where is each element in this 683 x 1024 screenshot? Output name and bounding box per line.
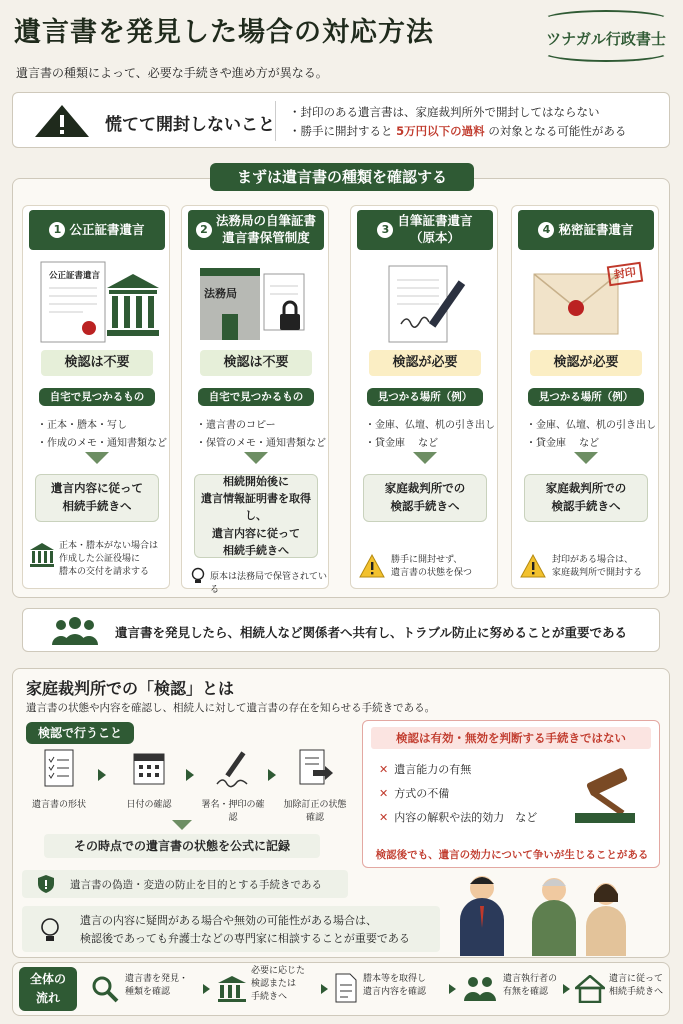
step-label: 署名・押印の確認 bbox=[201, 800, 265, 823]
card-header: 2 法務局の自筆証書 遺言書保管制度 bbox=[188, 210, 324, 250]
found-items-label: 見つかる場所（例） bbox=[528, 388, 644, 406]
people-icon bbox=[463, 975, 497, 1001]
checklist-icon bbox=[41, 748, 77, 788]
flow-step: 遺言執行者の 有無を確認 bbox=[503, 974, 558, 998]
step-label: 加除訂正の状態確認 bbox=[283, 800, 347, 823]
right-arrow-icon bbox=[268, 769, 276, 781]
card-header: 3 自筆証書遺言 （原本） bbox=[357, 210, 493, 250]
house-icon bbox=[575, 975, 605, 1003]
share-band bbox=[22, 608, 660, 652]
list-item: ・遺言書のコピー bbox=[196, 420, 276, 431]
flow-step: 遺言に従って 相続手続きへ bbox=[609, 974, 664, 998]
x-icon: ✕ bbox=[379, 811, 389, 824]
right-arrow-icon bbox=[98, 769, 106, 781]
advice-row bbox=[22, 906, 440, 952]
calendar-icon bbox=[131, 748, 167, 788]
not-validity-item: ✕ 内容の解釈や法的効力 など bbox=[379, 811, 538, 824]
shield-icon bbox=[36, 874, 56, 894]
card-note: 勝手に開封せず、 遺言書の状態を保つ bbox=[391, 555, 473, 579]
right-arrow-icon bbox=[203, 984, 210, 994]
flow-step: 必要に応じた 検認または 手続きへ bbox=[251, 966, 306, 1003]
right-arrow-icon bbox=[449, 984, 456, 994]
caution-icon bbox=[520, 554, 546, 578]
result-box: 相続開始後に 遺言情報証明書を取得し、 遺言内容に従って 相続手続きへ bbox=[194, 474, 318, 558]
not-validity-box bbox=[362, 720, 660, 868]
list-item: ・保管のメモ・通知書類など bbox=[196, 438, 326, 449]
not-validity-heading: 検認は有効・無効を判断する手続きではない bbox=[371, 727, 651, 749]
doc-label: 公正証書遺言 bbox=[49, 271, 101, 281]
lightbulb-icon bbox=[38, 916, 62, 944]
handwritten-will-pen-icon bbox=[361, 258, 489, 344]
gavel-icon bbox=[569, 757, 655, 827]
card-header: 4 秘密証書遺言 bbox=[518, 210, 654, 250]
official-record-box: その時点での遺言書の状態を公式に記録 bbox=[44, 834, 320, 858]
flow-label: 全体の 流れ bbox=[19, 967, 77, 1011]
seal-stamp: 封印 bbox=[607, 262, 643, 287]
right-arrow-icon bbox=[321, 984, 328, 994]
lightbulb-icon bbox=[190, 567, 206, 585]
courthouse-icon bbox=[217, 975, 247, 1003]
step-label: 遺言書の形状 bbox=[31, 800, 86, 810]
page-subtitle: 遺言書の種類によって、必要な手続きや進め方が異なる。 bbox=[16, 66, 328, 80]
document-icon bbox=[335, 973, 357, 1003]
card-note: 原本は法務局で保管されている bbox=[210, 572, 328, 596]
doc-label: 法務局 bbox=[204, 287, 237, 300]
x-icon: ✕ bbox=[379, 763, 389, 776]
warning-bullet-1: ・封印のある遺言書は、家庭裁判所外で開封してはならない bbox=[289, 105, 600, 119]
found-items-label: 自宅で見つかるもの（例） bbox=[39, 388, 155, 406]
list-item: ・貸金庫 など bbox=[526, 438, 600, 449]
list-item: ・作成のメモ・通知書類など bbox=[37, 438, 167, 449]
list-item: ・貸金庫 など bbox=[365, 438, 439, 449]
advice-text: 遺言の内容に疑問がある場合や無効の可能性がある場合は、 検認後であっても弁護士などの専門家に相談することが重要である bbox=[80, 914, 410, 945]
down-arrow-icon bbox=[244, 452, 268, 464]
list-item: ・金庫、仏壇、机の引き出し bbox=[526, 420, 656, 431]
step-correction bbox=[280, 748, 350, 823]
share-band-text: 遺言書を発見したら、相続人など関係者へ共有し、トラブル防止に努めることが重要である bbox=[115, 625, 628, 640]
warning-icon bbox=[33, 103, 91, 139]
right-arrow-icon bbox=[563, 984, 570, 994]
down-arrow-icon bbox=[85, 452, 109, 464]
card-header: 1 公正証書遺言 bbox=[29, 210, 165, 250]
step-date bbox=[114, 748, 184, 810]
document-arrow-icon bbox=[297, 748, 333, 788]
step-shape bbox=[24, 748, 94, 810]
card-secret-will bbox=[511, 205, 659, 589]
step-label: 日付の確認 bbox=[126, 800, 172, 810]
result-box: 遺言内容に従って 相続手続きへ bbox=[35, 474, 159, 522]
kennin-tasks-label: 検認で行うこと bbox=[26, 722, 134, 744]
card-notarial-will bbox=[22, 205, 170, 589]
purpose-row bbox=[22, 870, 348, 898]
card-legal-bureau-storage bbox=[181, 205, 329, 596]
magnifier-icon bbox=[91, 975, 119, 1003]
right-arrow-icon bbox=[186, 769, 194, 781]
warning-bullet-2: ・勝手に開封すると 5万円以下の過料 の対象となる可能性がある bbox=[289, 124, 627, 138]
step-signature bbox=[198, 748, 268, 823]
found-items-label: 自宅で見つかるもの（例） bbox=[198, 388, 314, 406]
list-item: ・正本・謄本・写し bbox=[37, 420, 127, 431]
down-arrow-icon bbox=[413, 452, 437, 464]
x-icon: ✕ bbox=[379, 787, 389, 800]
list-item: ・金庫、仏壇、机の引き出し bbox=[365, 420, 495, 431]
logo-text: ツナガル行政書士 bbox=[546, 30, 666, 48]
result-box: 家庭裁判所での 検認手続きへ bbox=[363, 474, 487, 522]
not-validity-footer: 検認後でも、遺言の効力について争いが生じることがある bbox=[375, 849, 649, 861]
consultation-people-illustration bbox=[446, 872, 668, 956]
not-validity-item: ✕ 遺言能力の有無 bbox=[379, 763, 472, 776]
brand-logo bbox=[536, 10, 676, 64]
card-holographic-will bbox=[350, 205, 498, 589]
not-validity-item: ✕ 方式の不備 bbox=[379, 787, 450, 800]
kennin-badge: 検認は不要 bbox=[41, 350, 153, 376]
kennin-badge: 検認が必要 bbox=[530, 350, 642, 376]
overall-flow bbox=[12, 962, 670, 1016]
card-note: 封印がある場合は、 家庭裁判所で開封する bbox=[552, 555, 643, 579]
card-note: 正本・謄本がない場合は 作成した公証役場に 謄本の交付を請求する bbox=[59, 541, 159, 578]
kennin-badge: 検認が必要 bbox=[369, 350, 481, 376]
section2-subtitle: 遺言書の状態や内容を確認し、相続人に対して遺言書の存在を知らせる手続きである。 bbox=[26, 702, 436, 714]
warning-heading: 慌てて開封しないこと bbox=[105, 115, 275, 135]
warning-box bbox=[12, 92, 670, 148]
purpose-text: 遺言書の偽造・変造の防止を目的とする手続きである bbox=[70, 879, 322, 891]
section1-title: まずは遺言書の種類を確認する bbox=[210, 163, 474, 191]
flow-step: 謄本等を取得し 遺言内容を確認 bbox=[363, 974, 427, 998]
result-box: 家庭裁判所での 検認手続きへ bbox=[524, 474, 648, 522]
page-title: 遺言書を発見した場合の対応方法 bbox=[14, 17, 434, 48]
notary-office-icon bbox=[29, 542, 55, 568]
people-group-icon bbox=[49, 617, 101, 645]
flow-step: 遺言書を発見・ 種類を確認 bbox=[125, 974, 189, 998]
kennin-badge: 検認は不要 bbox=[200, 350, 312, 376]
down-arrow-icon bbox=[172, 820, 192, 830]
pen-signature-icon bbox=[215, 748, 251, 788]
found-items-label: 見つかる場所（例） bbox=[367, 388, 483, 406]
legal-bureau-building-icon bbox=[192, 258, 320, 344]
section2-title: 家庭裁判所での「検認」とは bbox=[26, 679, 235, 698]
down-arrow-icon bbox=[574, 452, 598, 464]
caution-icon bbox=[359, 554, 385, 578]
